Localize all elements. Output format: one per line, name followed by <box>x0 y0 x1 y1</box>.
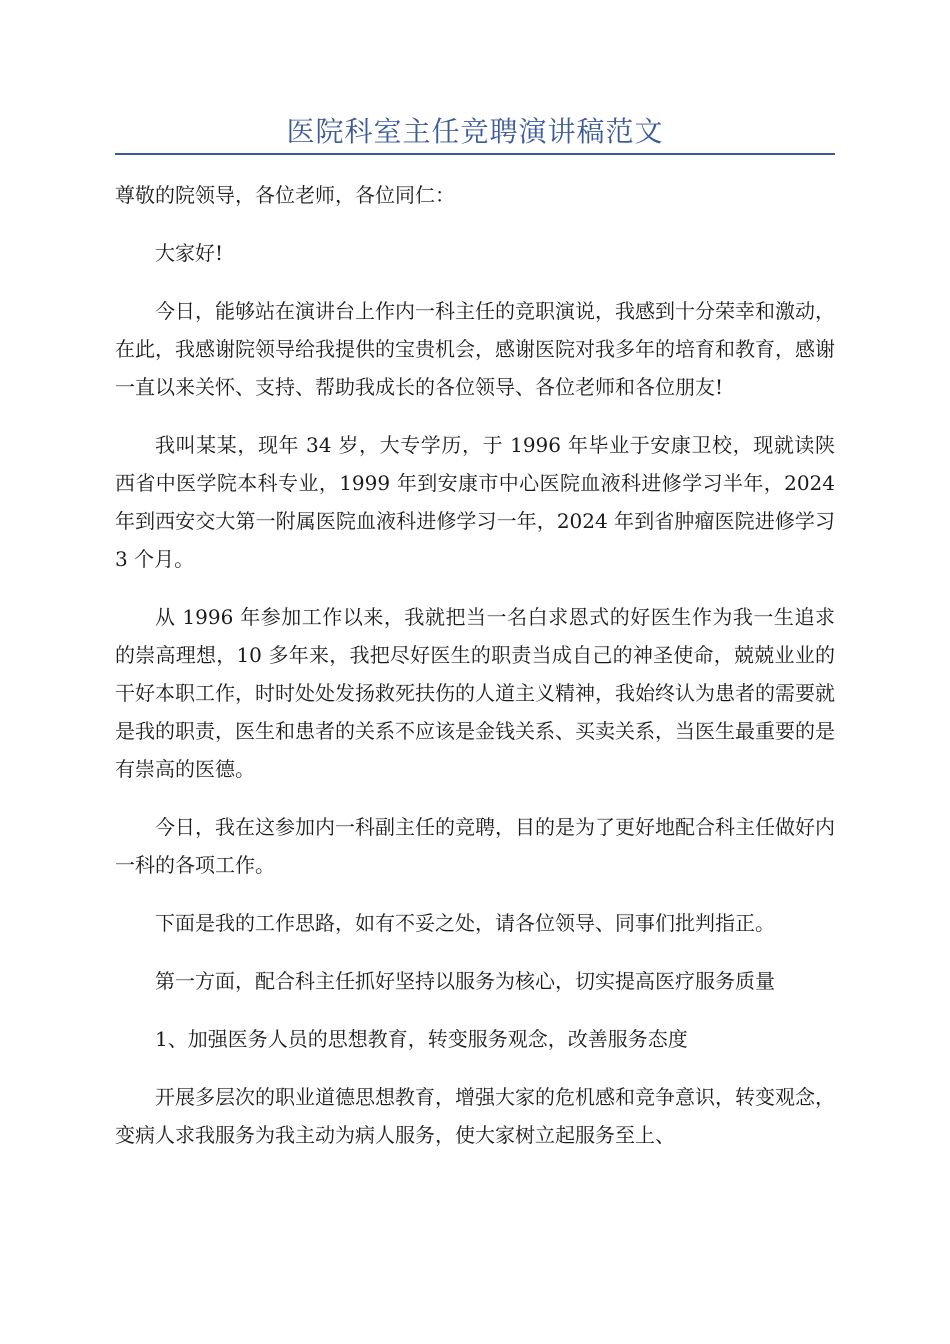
paragraph: 从 1996 年参加工作以来，我就把当一名白求恩式的好医生作为我一生追求的崇高理想，10 多年来，我把尽好医生的职责当成自己的神圣使命，兢兢业业的干好本职工作，时时处处发扬救死扶伤的人道主义精神，我始终认为患者的需要就是我的职责，医生和患者的关系不应该是金钱关系、买卖关系，当医生最重要的是有崇高的医德。 <box>115 605 835 781</box>
paragraph: 今日，能够站在演讲台上作内一科主任的竞职演说，我感到十分荣幸和激动，在此，我感谢院领导给我提供的宝贵机会，感谢医院对我多年的培育和教育，感谢一直以来关怀、支持、帮助我成长的各位领导、各位老师和各位朋友! <box>115 299 835 399</box>
document-body <box>115 176 835 1174</box>
paragraph: 下面是我的工作思路，如有不妥之处，请各位领导、同事们批判指正。 <box>155 911 775 935</box>
paragraph: 大家好! <box>155 241 224 265</box>
document-title: 医院科室主任竞聘演讲稿范文 <box>286 115 664 148</box>
subsection-heading: 1、加强医务人员的思想教育，转变服务观念，改善服务态度 <box>155 1027 688 1051</box>
paragraph: 今日，我在这参加内一科副主任的竞聘，目的是为了更好地配合科主任做好内一科的各项工作。 <box>115 815 835 877</box>
paragraph: 开展多层次的职业道德思想教育，增强大家的危机感和竞争意识，转变观念，变病人求我服务为我主动为病人服务，使大家树立起服务至上、 <box>115 1085 835 1147</box>
paragraph: 我叫某某，现年 34 岁，大专学历，于 1996 年毕业于安康卫校，现就读陕西省中医学院本科专业，1999 年到安康市中心医院血液科进修学习半年，2024 年到西安交大第一附属医院血液科进修学习一年，2024 年到省肿瘤医院进修学习 3 个月。 <box>115 433 835 571</box>
section-heading: 第一方面，配合科主任抓好坚持以服务为核心，切实提高医疗服务质量 <box>155 969 775 993</box>
salutation: 尊敬的院领导，各位老师，各位同仁： <box>115 183 455 207</box>
title-underline <box>115 153 835 155</box>
